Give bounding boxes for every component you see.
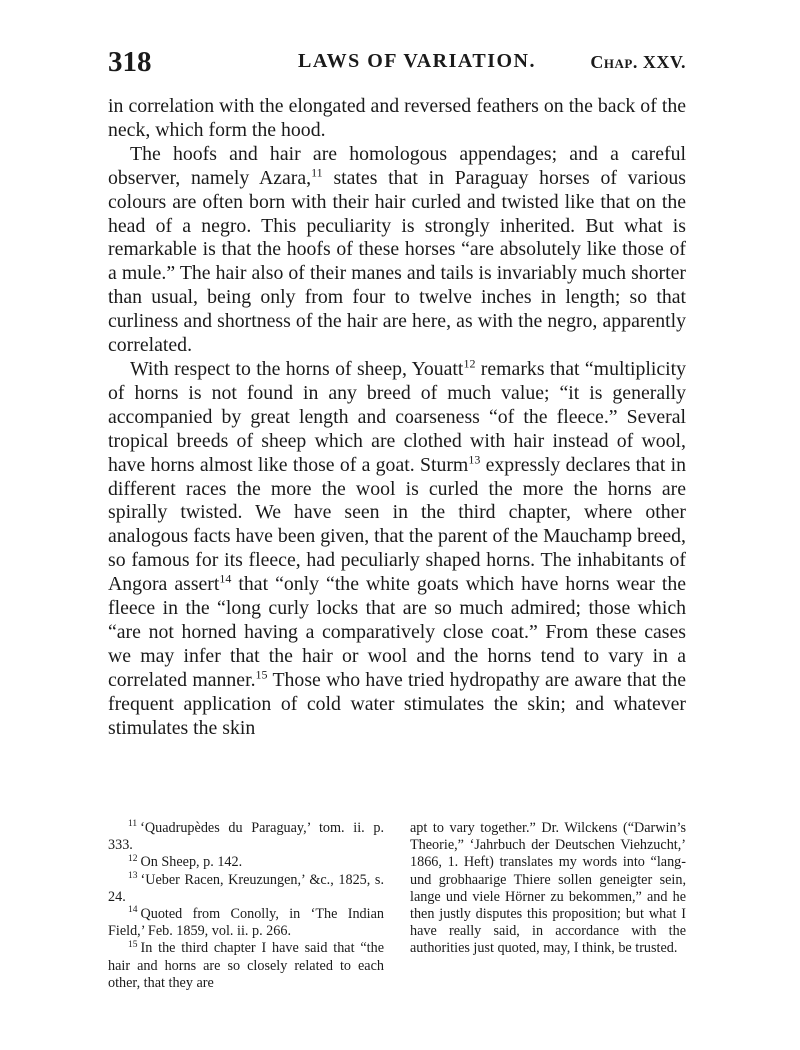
footnotes-left-column xyxy=(108,820,384,992)
footnote-13 xyxy=(108,872,384,906)
text-span: With respect to the horns of sheep, Youatt xyxy=(130,357,464,380)
paragraph-continued: in correlation with the elongated and reversed feathers on the back of the neck, which form the hood. xyxy=(108,95,686,141)
footnote-text: ‘Ueber Racen, Kreuzungen,’ &c., 1825, s. 24. xyxy=(108,871,384,905)
footnote-ref-12[interactable]: 12 xyxy=(463,356,476,371)
footnote-11 xyxy=(108,820,384,854)
running-header xyxy=(108,46,686,80)
footnote-mark: 12 xyxy=(128,853,138,864)
paragraph-horns-of-sheep xyxy=(108,358,686,741)
chapter-label: Chap. XXV. xyxy=(590,52,686,72)
footnote-text: Quoted from Conolly, in ‘The Indian Field,’ Feb. 1859, vol. ii. p. 266. xyxy=(108,906,384,940)
footnote-ref-13[interactable]: 13 xyxy=(468,452,481,466)
text-span: Those who have tried hydropathy are aware that the frequent application of cold water stimulates the skin; and whatever stimulates the skin xyxy=(108,668,687,739)
footnote-ref-11[interactable]: 11 xyxy=(311,165,323,180)
footnote-mark: 15 xyxy=(128,939,138,950)
text-span: expressly declares that in different races the more the wool is curled the more the horns are spirally twisted. We have seen in the third chapter, where other analogous facts have been given, that the parent of the Mauchamp breed, so famous for its fleece, had peculiarly shaped horns. The inhabitants of Angora assert xyxy=(108,453,686,596)
footnote-12 xyxy=(108,854,384,871)
page-number: 318 xyxy=(108,46,152,78)
footnote-ref-14[interactable]: 14 xyxy=(219,571,232,586)
footnotes-right-column xyxy=(410,820,686,958)
text-span: that “only “the white goats which have horns wear the fleece in the “long curly locks that are so much admired; those which “are not horned having a comparatively close coat.” From these cases we may infer that the hair or wool and the horns tend to vary in a correlated manner. xyxy=(108,573,687,691)
footnote-mark: 13 xyxy=(128,870,138,881)
text-span: remarks that “multiplicity of horns is not found in any breed of much value; “it is generally accompanied by great length and coarseness “of the fleece.” Several tropical breeds of sheep which are clothed with hair instead of wool, have horns almost like those of a goat. Sturm xyxy=(108,357,686,476)
running-title: LAWS OF VARIATION. xyxy=(298,50,536,72)
footnote-text: On Sheep, p. 142. xyxy=(140,854,243,871)
text-span: The hoofs and hair are homologous appendages; and a careful observer, namely Azara, xyxy=(108,142,686,189)
footnote-text: In the third chapter I have said that “the hair and horns are so closely related to each other, that they are xyxy=(108,940,384,991)
footnote-15 xyxy=(108,940,384,992)
text-span: states that in Paraguay horses of various colours are often born with their hair curled and twisted like that on the head of a negro. This peculiarity is strongly inherited. But what is remarkable is that the hoofs of these horses “are absolutely like those of a mule.” The hair also of their manes and tails is invariably much shorter than usual, being only from four to twelve inches in length; so that curliness and shortness of the hair are here, as with the negro, apparently correlated. xyxy=(108,166,686,357)
footnote-mark: 11 xyxy=(128,819,138,830)
footnote-text: ‘Quadrupèdes du Paraguay,’ tom. ii. p. 333. xyxy=(108,820,384,854)
paragraph-hoofs-and-hair xyxy=(108,143,686,358)
footnote-14 xyxy=(108,906,384,940)
footnote-ref-15[interactable]: 15 xyxy=(255,667,268,682)
footnote-mark: 14 xyxy=(128,905,138,916)
footnote-15-continued: apt to vary together.” Dr. Wilckens (“Darwin’s Theorie,” ‘Jahrbuch der Deutschen Viehzucht,’ 1866, 1. Heft) translates my words into “lang- und grobhaarige Thiere sollen geneigter sein, lange und viele Hörner zu bekommen,” and he then justly disputes this proposition; but what I have really said, in accordance with the authorities just quoted, may, I think, be trusted. xyxy=(410,820,686,957)
main-text xyxy=(108,95,686,740)
